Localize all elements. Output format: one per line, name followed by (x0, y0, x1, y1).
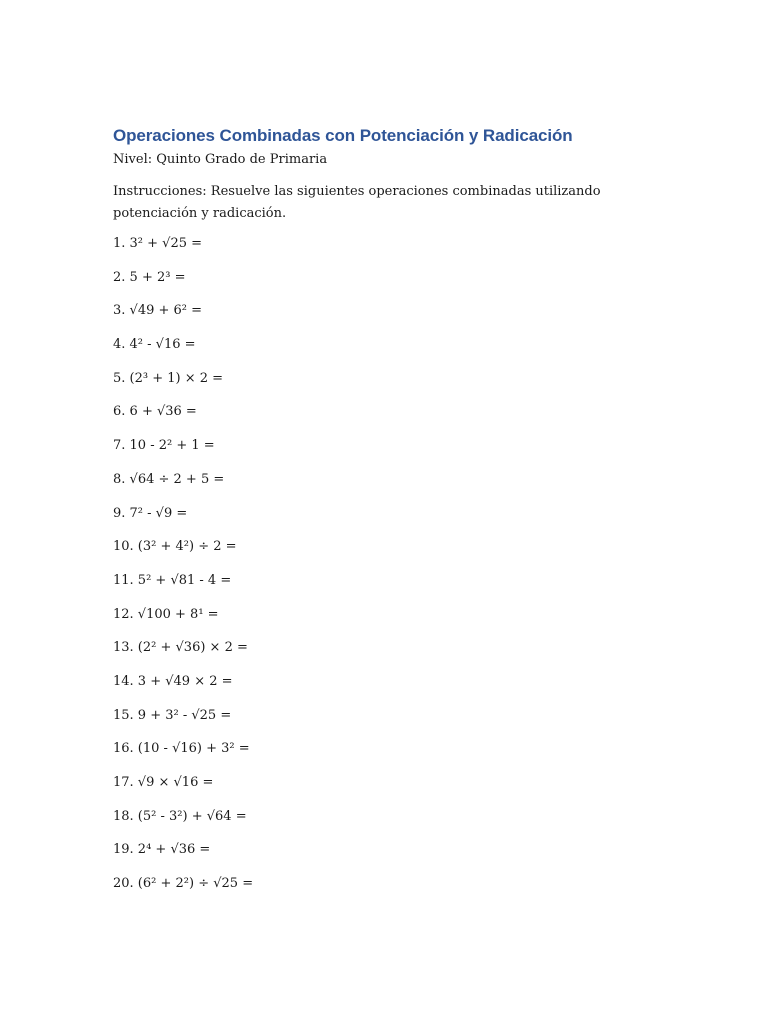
exercise-item: 14. 3 + √49 × 2 = (113, 673, 233, 689)
exercise-item: 20. (6² + 2²) ÷ √25 = (113, 876, 254, 892)
exercise-item: 8. √64 ÷ 2 + 5 = (113, 471, 225, 487)
exercise-item: 13. (2² + √36) × 2 = (113, 640, 248, 656)
exercise-item: 5. (2³ + 1) × 2 = (113, 370, 224, 386)
exercise-item: 12. √100 + 8¹ = (113, 606, 219, 622)
exercise-item: 18. (5² - 3²) + √64 = (113, 808, 247, 824)
exercise-item: 19. 2⁴ + √36 = (113, 842, 211, 858)
grade-level: Nivel: Quinto Grado de Primaria (113, 152, 328, 167)
exercise-item: 1. 3² + √25 = (113, 236, 203, 251)
document-title: Operaciones Combinadas con Potenciación y Radicación (113, 126, 573, 145)
exercise-list (113, 235, 673, 909)
exercise-item: 16. (10 - √16) + 3² = (113, 741, 250, 757)
exercise-item: 17. √9 × √16 = (113, 775, 214, 790)
exercise-item: 4. 4² - √16 = (113, 337, 196, 353)
document-page (113, 124, 673, 909)
exercise-item: 15. 9 + 3² - √25 = (113, 707, 232, 723)
exercise-item: 9. 7² - √9 = (113, 505, 188, 521)
exercise-item: 10. (3² + 4²) ÷ 2 = (113, 539, 237, 555)
exercise-item: 2. 5 + 2³ = (113, 269, 186, 285)
exercise-item: 6. 6 + √36 = (113, 404, 197, 420)
exercise-item: 3. √49 + 6² = (113, 303, 203, 319)
instructions: Instrucciones: Resuelve las siguientes operaciones combinadas utilizando potenciación y radicación. (113, 184, 601, 221)
exercise-item: 11. 5² + √81 - 4 = (113, 572, 232, 588)
exercise-item: 7. 10 - 2² + 1 = (113, 438, 215, 454)
